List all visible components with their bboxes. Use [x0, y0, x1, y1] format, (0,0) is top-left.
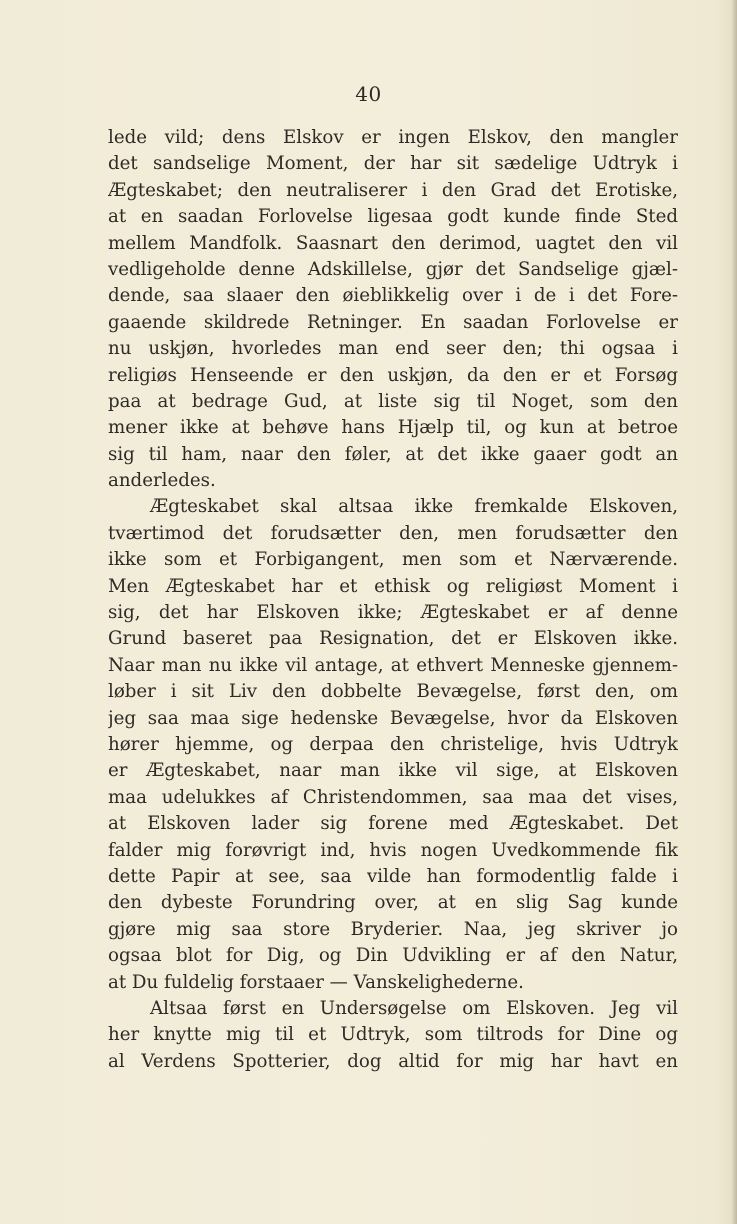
text-line: jeg saa maa sige hedenske Bevægelse, hvor da Elskoven: [108, 707, 678, 729]
text-line: Ægteskabet; den neutraliserer i den Grad det Erotiske,: [108, 179, 678, 201]
text-line: Grund baseret paa Resignation, det er Elskoven ikke.: [108, 628, 678, 650]
text-line: at Elskoven lader sig forene med Ægteskabet. Det: [108, 813, 678, 835]
text-line: mellem Mandfolk. Saasnart den derimod, uagtet den vil: [108, 232, 678, 254]
text-line: gaaende skildrede Retninger. En saadan Forlovelse er: [108, 311, 678, 333]
text-line: falder mig forøvrigt ind, hvis nogen Uvedkommende fik: [108, 839, 678, 861]
text-line: maa udelukkes af Christendommen, saa maa det vises,: [108, 786, 678, 808]
text-line: den dybeste Forundring over, at en slig Sag kunde: [108, 892, 678, 914]
page-edge-shadow: [731, 0, 737, 1224]
text-line: dette Papir at see, saa vilde han formodentlig falde i: [108, 865, 678, 887]
text-line: mener ikke at behøve hans Hjælp til, og kun at betroe: [108, 417, 678, 439]
text-line: ogsaa blot for Dig, og Din Udvikling er af den Natur,: [108, 945, 678, 967]
body-text: [108, 125, 678, 1075]
text-line: sig, det har Elskoven ikke; Ægteskabet er af denne: [108, 602, 678, 624]
text-line: lede vild; dens Elskov er ingen Elskov, den mangler: [108, 127, 678, 148]
text-line: det sandselige Moment, der har sit sædelige Udtryk i: [108, 153, 678, 175]
text-line-paragraph-end: at Du fuldelig forstaaer — Vanskelighederne.: [108, 971, 524, 993]
text-line: al Verdens Spotterier, dog altid for mig har havt en: [108, 1050, 678, 1072]
text-line-paragraph-start: Ægteskabet skal altsaa ikke fremkalde Elskoven,: [150, 496, 678, 518]
text-line: tværtimod det forudsætter den, men forudsætter den: [108, 522, 678, 544]
text-line: Men Ægteskabet har et ethisk og religiøst Moment i: [108, 575, 678, 597]
text-line: ikke som et Forbigangent, men som et Nærværende.: [108, 549, 678, 571]
text-line: religiøs Henseende er den uskjøn, da den er et Forsøg: [108, 364, 678, 386]
text-line: nu uskjøn, hvorledes man end seer den; thi ogsaa i: [108, 338, 678, 360]
text-line: paa at bedrage Gud, at liste sig til Noget, som den: [108, 390, 678, 412]
text-line: løber i sit Liv den dobbelte Bevægelse, først den, om: [108, 681, 678, 703]
text-line: at en saadan Forlovelse ligesaa godt kunde finde Sted: [108, 206, 678, 228]
text-line: her knytte mig til et Udtryk, som tiltrods for Dine og: [108, 1024, 678, 1046]
text-line: sig til ham, naar den føler, at det ikke gaaer godt an: [108, 443, 678, 465]
text-line-paragraph-start: Altsaa først en Undersøgelse om Elskoven. Jeg vil: [150, 997, 678, 1019]
text-line-paragraph-end: anderledes.: [108, 470, 216, 492]
page-number: 40: [355, 82, 382, 106]
text-line: er Ægteskabet, naar man ikke vil sige, at Elskoven: [108, 760, 678, 782]
text-line: vedligeholde denne Adskillelse, gjør det Sandselige gjæl-: [108, 258, 678, 280]
text-line: hører hjemme, og derpaa den christelige, hvis Udtryk: [108, 733, 678, 755]
text-line: gjøre mig saa store Bryderier. Naa, jeg skriver jo: [108, 918, 678, 940]
text-line: Naar man nu ikke vil antage, at ethvert Menneske gjennem-: [108, 654, 678, 676]
text-line: dende, saa slaaer den øieblikkelig over i de i det Fore-: [108, 285, 678, 307]
